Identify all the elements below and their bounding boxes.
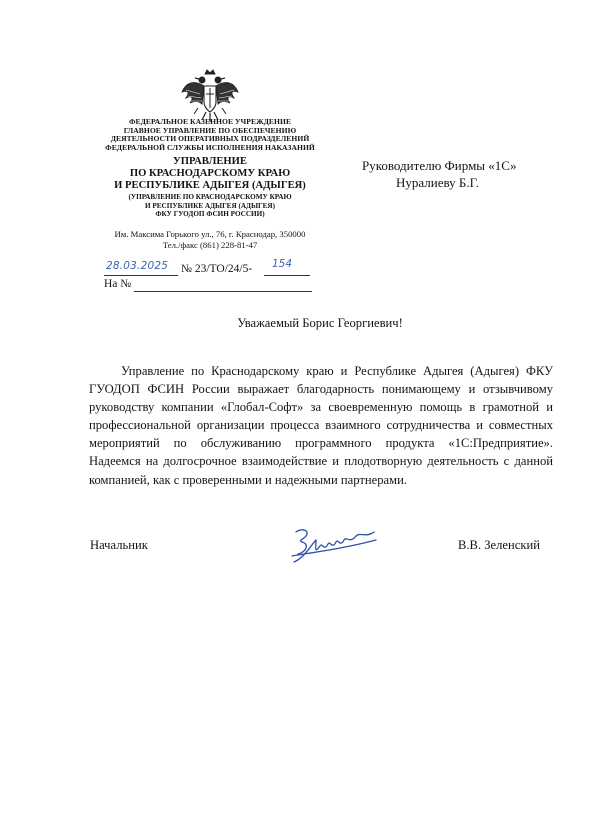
letter-body (89, 362, 553, 489)
phone: Тел./факс (861) 228-81-47 (162, 240, 258, 250)
dept-line: УПРАВЛЕНИЕ (173, 156, 247, 168)
org-line: ФЕДЕРАЛЬНОЙ СЛУЖБЫ ИСПОЛНЕНИЯ НАКАЗАНИЙ (105, 142, 315, 152)
address-block (92, 229, 328, 251)
addressee-name: Нуралиеву Б.Г. (396, 175, 479, 190)
handwritten-date: 28.03.2025 (106, 260, 169, 272)
reference-number-line (104, 278, 131, 290)
addressee-position: Руководителю Фирмы «1С» (362, 158, 517, 173)
number-prefix: № 23/ТО/24/5- (181, 263, 253, 275)
dept-sub-line: (УПРАВЛЕНИЕ ПО КРАСНОДАРСКОМУ КРАЮ (128, 193, 292, 202)
handwritten-number: 154 (272, 258, 293, 270)
body-paragraph: Управление по Краснодарскому краю и Республике Адыгея (Адыгея) ФКУ ГУОДОП ФСИН России выражает благодарность понимающему и отзывчивому руководству компании «Глобал-Софт» за своевременную помощь в грамотной и профессиональной организации процесса взаимного сотрудничества и совместных мероприятий по обслуживанию программного продукта «1С:Предприятие». Надеемся на долгосрочное взаимодействие и плодотворную деятельность с данной компанией, как с проверенными и надежными партнерами. (89, 364, 553, 487)
dept-line: И РЕСПУБЛИКЕ АДЫГЕЯ (АДЫГЕЯ) (114, 180, 306, 192)
dept-sub-line: И РЕСПУБЛИКЕ АДЫГЕЯ (АДЫГЕЯ) (144, 201, 276, 210)
address: Им. Максима Горького ул., 76, г. Краснодар, 350000 (114, 229, 306, 239)
number-underline (264, 275, 310, 276)
signature-icon (286, 522, 382, 568)
reference-underline (134, 291, 312, 292)
org-line: ФЕДЕРАЛЬНОЕ КАЗЕННОЕ УЧРЕЖДЕНИЕ (128, 117, 292, 126)
dept-sub-line: ФКУ ГУОДОП ФСИН РОССИИ) (155, 210, 265, 219)
org-line: ДЕЯТЕЛЬНОСТИ ОПЕРАТИВНЫХ ПОДРАЗДЕЛЕНИЙ (110, 134, 310, 144)
dept-line: ПО КРАСНОДАРСКОМУ КРАЮ (129, 168, 291, 180)
organization-block (92, 118, 328, 219)
outgoing-number-line (104, 258, 312, 277)
signatory-title: Начальник (90, 538, 148, 552)
salutation: Уважаемый Борис Георгиевич! (237, 316, 403, 330)
signatory-name: В.В. Зеленский (458, 538, 540, 552)
addressee-block (362, 157, 516, 191)
date-underline (104, 275, 178, 276)
na-label: На № (104, 278, 132, 290)
org-line: ГЛАВНОЕ УПРАВЛЕНИЕ ПО ОБЕСПЕЧЕНИЮ (123, 125, 297, 135)
